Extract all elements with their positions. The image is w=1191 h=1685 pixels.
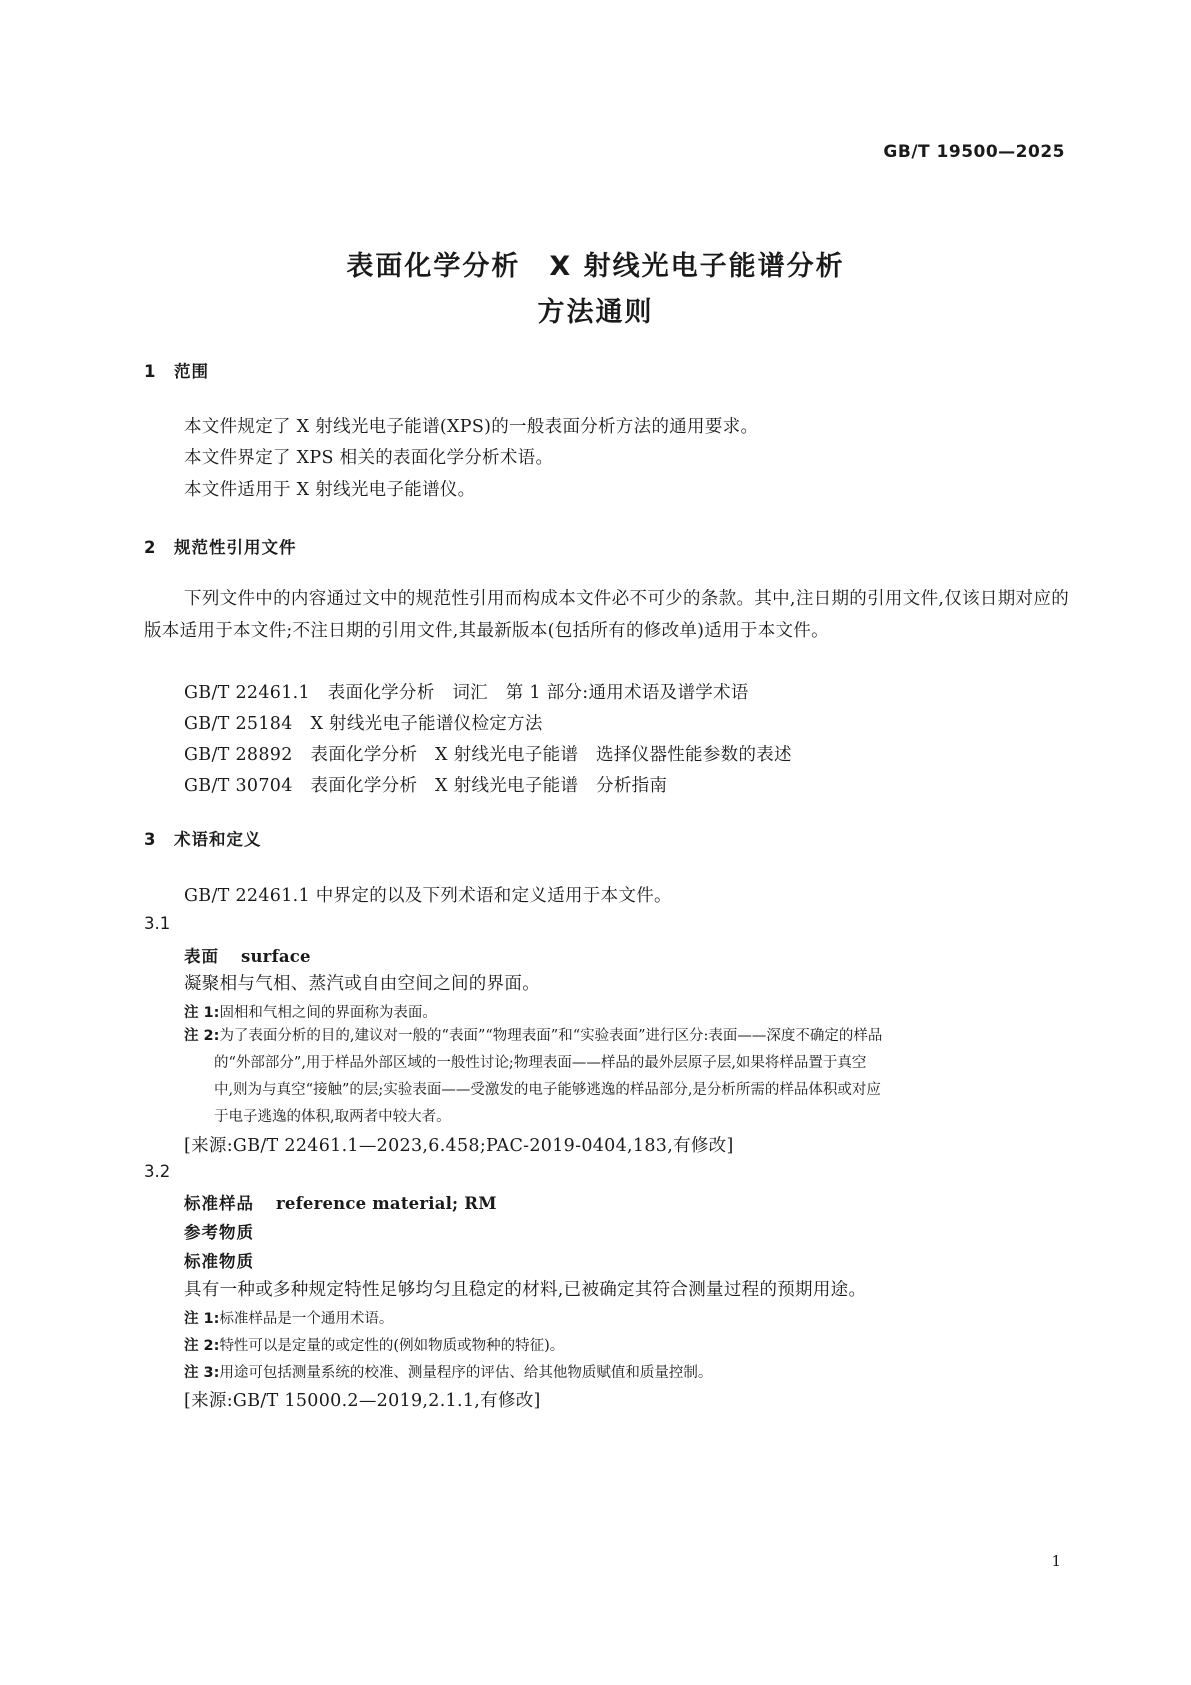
clause-number: 3.2 <box>144 1162 171 1181</box>
clause-number: 3.1 <box>144 914 171 933</box>
scope-paragraph-3: 本文件适用于 X 射线光电子能谱仪。 <box>184 480 476 500</box>
document-title-line-2: 方法通则 <box>537 297 654 328</box>
term-note <box>184 1001 437 1022</box>
note-label: 注 1: <box>184 1311 220 1327</box>
reference-item: GB/T 22461.1 表面化学分析 词汇 第 1 部分:通用术语及谱学术语 <box>184 683 749 703</box>
section-number: 3 <box>144 830 157 849</box>
term-note <box>184 1307 393 1328</box>
note-line: 中,则为与真空“接触”的层;实验表面——受激发的电子能够逃逸的样品部分,是分析所需的样品体积或对应 <box>214 1082 881 1098</box>
section-number: 2 <box>144 538 157 557</box>
page-number: 1 <box>1051 1552 1061 1570</box>
term-english: reference material; RM <box>276 1194 497 1213</box>
section-number: 1 <box>144 362 157 381</box>
term-chinese: 标准样品 <box>184 1194 254 1213</box>
standard-number: GB/T 19500—2025 <box>883 142 1065 162</box>
reference-item: GB/T 25184 X 射线光电子能谱仪检定方法 <box>184 714 543 734</box>
term-source: [来源:GB/T 22461.1—2023,6.458;PAC-2019-0404,183,有修改] <box>184 1136 734 1156</box>
term-english: surface <box>241 947 311 966</box>
term-note <box>184 1361 712 1382</box>
normative-references-intro: 下列文件中的内容通过文中的规范性引用而构成本文件必不可少的条款。其中,注日期的引用文件,仅该日期对应的版本适用于本文件;不注日期的引用文件,其最新版本(包括所有的修改单)适用于本文件。 <box>144 589 1069 641</box>
section-heading-normative-references <box>144 534 297 558</box>
note-label: 注 2: <box>184 1028 220 1044</box>
term-source: [来源:GB/T 15000.2—2019,2.1.1,有修改] <box>184 1391 541 1411</box>
term-synonym: 标准物质 <box>184 1252 254 1271</box>
note-label: 注 1: <box>184 1005 220 1021</box>
section-title: 规范性引用文件 <box>174 538 297 557</box>
note-label: 注 2: <box>184 1338 220 1354</box>
note-line <box>184 1023 1069 1050</box>
scope-paragraph-2: 本文件界定了 XPS 相关的表面化学分析术语。 <box>184 448 554 468</box>
term-entry <box>184 943 311 967</box>
section-title: 范围 <box>174 362 209 381</box>
terms-intro: GB/T 22461.1 中界定的以及下列术语和定义适用于本文件。 <box>184 886 672 906</box>
term-note-multiline <box>184 1023 1069 1131</box>
note-text: 特性可以是定量的或定性的(例如物质或物种的特征)。 <box>219 1338 565 1354</box>
section-heading-terms-definitions <box>144 826 262 850</box>
note-text: 为了表面分析的目的,建议对一般的“表面”“物理表面”和“实验表面”进行区分:表面——深度不确定的样品 <box>219 1028 883 1044</box>
note-text: 固相和气相之间的界面称为表面。 <box>219 1005 437 1021</box>
term-synonym: 参考物质 <box>184 1223 254 1242</box>
term-chinese: 表面 <box>184 947 219 966</box>
reference-item: GB/T 28892 表面化学分析 X 射线光电子能谱 选择仪器性能参数的表述 <box>184 745 792 765</box>
note-label: 注 3: <box>184 1365 220 1381</box>
scope-paragraph-1: 本文件规定了 X 射线光电子能谱(XPS)的一般表面分析方法的通用要求。 <box>184 417 759 437</box>
note-text: 用途可包括测量系统的校准、测量程序的评估、给其他物质赋值和质量控制。 <box>219 1365 713 1381</box>
note-text: 标准样品是一个通用术语。 <box>219 1311 394 1327</box>
reference-item: GB/T 30704 表面化学分析 X 射线光电子能谱 分析指南 <box>184 776 668 796</box>
section-heading-scope <box>144 358 209 382</box>
term-definition: 凝聚相与气相、蒸汽或自由空间之间的界面。 <box>184 974 540 994</box>
note-line: 的“外部部分”,用于样品外部区域的一般性讨论;物理表面——样品的最外层原子层,如果将样品置于真空 <box>214 1055 867 1071</box>
term-entry <box>184 1190 497 1214</box>
section-title: 术语和定义 <box>174 830 262 849</box>
note-line: 于电子逃逸的体积,取两者中较大者。 <box>214 1109 451 1125</box>
term-definition: 具有一种或多种规定特性足够均匀且稳定的材料,已被确定其符合测量过程的预期用途。 <box>184 1280 867 1300</box>
term-note <box>184 1334 564 1355</box>
document-title-line-1: 表面化学分析 X 射线光电子能谱分析 <box>346 251 845 282</box>
